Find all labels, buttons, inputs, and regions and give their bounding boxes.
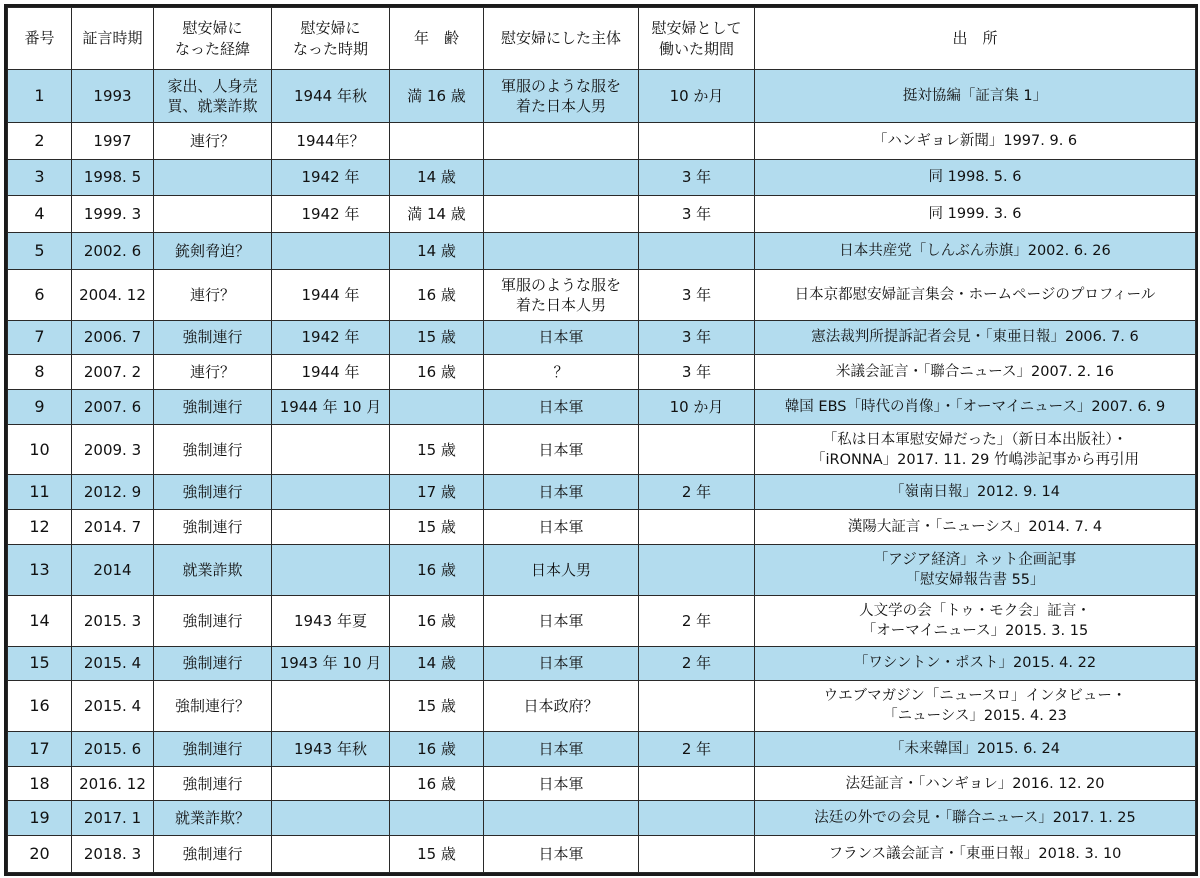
cell-row-number: 12 bbox=[8, 510, 72, 545]
cell-age: 14 歳 bbox=[390, 233, 484, 270]
cell-when-became bbox=[272, 475, 390, 510]
cell-source: 「ハンギョレ新聞」1997. 9. 6 bbox=[755, 122, 1196, 159]
cell-how-became: 銃剣脅迫？ bbox=[154, 233, 272, 270]
cell-age bbox=[390, 389, 484, 424]
table-row bbox=[8, 475, 1196, 510]
cell-source: 挺対協編「証言集 1」 bbox=[755, 70, 1196, 123]
cell-how-became: 就業詐欺 bbox=[154, 544, 272, 595]
cell-service-period bbox=[639, 233, 755, 270]
cell-service-period: 2 年 bbox=[639, 732, 755, 767]
cell-age bbox=[390, 122, 484, 159]
cell-who-responsible: 日本軍 bbox=[484, 646, 639, 681]
cell-testimony-date: 2009. 3 bbox=[72, 424, 154, 475]
cell-age: 15 歳 bbox=[390, 681, 484, 732]
header-period: 慰安婦として 働いた期間 bbox=[639, 8, 755, 70]
cell-how-became: 強制連行 bbox=[154, 475, 272, 510]
testimony-table bbox=[7, 7, 1196, 873]
cell-testimony-date: 2015. 4 bbox=[72, 646, 154, 681]
cell-service-period: 3 年 bbox=[639, 355, 755, 390]
cell-row-number: 7 bbox=[8, 320, 72, 355]
cell-who-responsible: 軍服のような服を 着た日本人男 bbox=[484, 70, 639, 123]
cell-who-responsible bbox=[484, 159, 639, 196]
header-number: 番号 bbox=[8, 8, 72, 70]
cell-who-responsible: 日本軍 bbox=[484, 510, 639, 545]
cell-testimony-date: 2006. 7 bbox=[72, 320, 154, 355]
cell-row-number: 17 bbox=[8, 732, 72, 767]
cell-row-number: 4 bbox=[8, 196, 72, 233]
testimony-table-frame bbox=[4, 4, 1198, 876]
table-row bbox=[8, 70, 1196, 123]
cell-service-period: 3 年 bbox=[639, 269, 755, 320]
cell-how-became: 家出、人身売 買、就業詐欺 bbox=[154, 70, 272, 123]
table-row bbox=[8, 122, 1196, 159]
cell-age: 満 16 歳 bbox=[390, 70, 484, 123]
cell-when-became: 1943 年秋 bbox=[272, 732, 390, 767]
table-row bbox=[8, 732, 1196, 767]
cell-age: 16 歳 bbox=[390, 269, 484, 320]
cell-how-became: 連行？ bbox=[154, 122, 272, 159]
cell-row-number: 16 bbox=[8, 681, 72, 732]
cell-testimony-date: 2014 bbox=[72, 544, 154, 595]
cell-source: 法廷の外での会見・「聯合ニュース」2017. 1. 25 bbox=[755, 801, 1196, 836]
cell-source: フランス議会証言・「東亜日報」2018. 3. 10 bbox=[755, 836, 1196, 873]
cell-how-became: 強制連行 bbox=[154, 732, 272, 767]
cell-how-became bbox=[154, 159, 272, 196]
cell-age: 15 歳 bbox=[390, 836, 484, 873]
cell-row-number: 2 bbox=[8, 122, 72, 159]
cell-row-number: 6 bbox=[8, 269, 72, 320]
cell-who-responsible: 日本軍 bbox=[484, 732, 639, 767]
cell-source: 法廷証言・「ハンギョレ」2016. 12. 20 bbox=[755, 766, 1196, 801]
cell-service-period bbox=[639, 122, 755, 159]
cell-age: 満 14 歳 bbox=[390, 196, 484, 233]
cell-when-became bbox=[272, 801, 390, 836]
cell-testimony-date: 2012. 9 bbox=[72, 475, 154, 510]
cell-row-number: 13 bbox=[8, 544, 72, 595]
cell-who-responsible: 日本人男 bbox=[484, 544, 639, 595]
cell-service-period: 2 年 bbox=[639, 646, 755, 681]
table-row bbox=[8, 233, 1196, 270]
cell-service-period: 10 か月 bbox=[639, 70, 755, 123]
cell-how-became: 連行？ bbox=[154, 355, 272, 390]
cell-when-became bbox=[272, 233, 390, 270]
cell-how-became: 就業詐欺？ bbox=[154, 801, 272, 836]
cell-how-became: 強制連行 bbox=[154, 595, 272, 646]
table-row bbox=[8, 389, 1196, 424]
cell-when-became: 1944 年 bbox=[272, 269, 390, 320]
cell-row-number: 5 bbox=[8, 233, 72, 270]
cell-how-became: 強制連行 bbox=[154, 766, 272, 801]
cell-testimony-date: 2002. 6 bbox=[72, 233, 154, 270]
cell-who-responsible bbox=[484, 122, 639, 159]
cell-when-became: 1944 年 bbox=[272, 355, 390, 390]
cell-row-number: 10 bbox=[8, 424, 72, 475]
cell-who-responsible: 軍服のような服を 着た日本人男 bbox=[484, 269, 639, 320]
cell-row-number: 3 bbox=[8, 159, 72, 196]
cell-who-responsible bbox=[484, 801, 639, 836]
header-testimony-date: 証言時期 bbox=[72, 8, 154, 70]
cell-source: 「未来韓国」2015. 6. 24 bbox=[755, 732, 1196, 767]
cell-when-became: 1944 年 10 月 bbox=[272, 389, 390, 424]
cell-who-responsible bbox=[484, 233, 639, 270]
cell-age: 16 歳 bbox=[390, 732, 484, 767]
cell-when-became: 1944 年秋 bbox=[272, 70, 390, 123]
cell-source: 「ワシントン・ポスト」2015. 4. 22 bbox=[755, 646, 1196, 681]
table-row bbox=[8, 801, 1196, 836]
cell-age: 16 歳 bbox=[390, 766, 484, 801]
cell-service-period bbox=[639, 766, 755, 801]
cell-who-responsible: 日本軍 bbox=[484, 766, 639, 801]
cell-service-period: 3 年 bbox=[639, 196, 755, 233]
cell-age: 15 歳 bbox=[390, 424, 484, 475]
table-body bbox=[8, 70, 1196, 873]
cell-age: 14 歳 bbox=[390, 159, 484, 196]
cell-how-became: 強制連行 bbox=[154, 320, 272, 355]
cell-age: 16 歳 bbox=[390, 544, 484, 595]
cell-service-period: 3 年 bbox=[639, 159, 755, 196]
cell-when-became: 1943 年夏 bbox=[272, 595, 390, 646]
cell-who-responsible: 日本政府？ bbox=[484, 681, 639, 732]
cell-when-became bbox=[272, 510, 390, 545]
cell-testimony-date: 2004. 12 bbox=[72, 269, 154, 320]
table-row bbox=[8, 355, 1196, 390]
cell-source: 「アジア経済」ネット企画記事 「慰安婦報告書 55」 bbox=[755, 544, 1196, 595]
cell-source: 同 1998. 5. 6 bbox=[755, 159, 1196, 196]
cell-service-period bbox=[639, 801, 755, 836]
cell-testimony-date: 2017. 1 bbox=[72, 801, 154, 836]
cell-age: 17 歳 bbox=[390, 475, 484, 510]
table-row bbox=[8, 510, 1196, 545]
cell-service-period bbox=[639, 424, 755, 475]
cell-testimony-date: 2015. 3 bbox=[72, 595, 154, 646]
cell-who-responsible: 日本軍 bbox=[484, 389, 639, 424]
cell-testimony-date: 2018. 3 bbox=[72, 836, 154, 873]
cell-row-number: 11 bbox=[8, 475, 72, 510]
cell-service-period: 2 年 bbox=[639, 595, 755, 646]
cell-who-responsible: 日本軍 bbox=[484, 475, 639, 510]
cell-row-number: 18 bbox=[8, 766, 72, 801]
cell-how-became: 強制連行？ bbox=[154, 681, 272, 732]
cell-service-period bbox=[639, 836, 755, 873]
cell-row-number: 14 bbox=[8, 595, 72, 646]
table-row bbox=[8, 196, 1196, 233]
cell-row-number: 8 bbox=[8, 355, 72, 390]
cell-testimony-date: 1993 bbox=[72, 70, 154, 123]
cell-row-number: 9 bbox=[8, 389, 72, 424]
cell-row-number: 20 bbox=[8, 836, 72, 873]
header-when: 慰安婦に なった時期 bbox=[272, 8, 390, 70]
cell-when-became bbox=[272, 544, 390, 595]
cell-how-became: 強制連行 bbox=[154, 389, 272, 424]
cell-when-became: 1942 年 bbox=[272, 159, 390, 196]
cell-source: 「私は日本軍慰安婦だった」（新日本出版社）・ 「iRONNA」2017. 11. 29 竹嶋渉記事から再引用 bbox=[755, 424, 1196, 475]
cell-when-became: 1942 年 bbox=[272, 196, 390, 233]
header-how: 慰安婦に なった経緯 bbox=[154, 8, 272, 70]
cell-testimony-date: 2015. 6 bbox=[72, 732, 154, 767]
cell-who-responsible: 日本軍 bbox=[484, 320, 639, 355]
cell-source: 日本共産党「しんぶん赤旗」2002. 6. 26 bbox=[755, 233, 1196, 270]
cell-source: 韓国 EBS「時代の肖像」・「オーマイニュース」2007. 6. 9 bbox=[755, 389, 1196, 424]
cell-row-number: 1 bbox=[8, 70, 72, 123]
cell-testimony-date: 2016. 12 bbox=[72, 766, 154, 801]
cell-source: 憲法裁判所提訴記者会見・「東亜日報」2006. 7. 6 bbox=[755, 320, 1196, 355]
cell-testimony-date: 1997 bbox=[72, 122, 154, 159]
cell-how-became: 強制連行 bbox=[154, 510, 272, 545]
cell-age: 14 歳 bbox=[390, 646, 484, 681]
table-row bbox=[8, 595, 1196, 646]
cell-when-became bbox=[272, 836, 390, 873]
cell-source: 人文学の会「トゥ・モク会」証言・ 「オーマイニュース」2015. 3. 15 bbox=[755, 595, 1196, 646]
cell-testimony-date: 1998. 5 bbox=[72, 159, 154, 196]
cell-source: 漢陽大証言・「ニューシス」2014. 7. 4 bbox=[755, 510, 1196, 545]
cell-how-became: 強制連行 bbox=[154, 836, 272, 873]
cell-how-became bbox=[154, 196, 272, 233]
cell-who-responsible: 日本軍 bbox=[484, 836, 639, 873]
cell-row-number: 19 bbox=[8, 801, 72, 836]
table-row bbox=[8, 646, 1196, 681]
table-row bbox=[8, 159, 1196, 196]
cell-when-became bbox=[272, 424, 390, 475]
cell-when-became bbox=[272, 681, 390, 732]
cell-testimony-date: 2007. 2 bbox=[72, 355, 154, 390]
cell-source: 米議会証言・「聯合ニュース」2007. 2. 16 bbox=[755, 355, 1196, 390]
cell-how-became: 強制連行 bbox=[154, 646, 272, 681]
header-age: 年 齢 bbox=[390, 8, 484, 70]
cell-who-responsible: 日本軍 bbox=[484, 424, 639, 475]
cell-when-became bbox=[272, 766, 390, 801]
cell-age bbox=[390, 801, 484, 836]
cell-source: ウエブマガジン「ニュースロ」インタビュー・ 「ニューシス」2015. 4. 23 bbox=[755, 681, 1196, 732]
cell-row-number: 15 bbox=[8, 646, 72, 681]
cell-service-period bbox=[639, 544, 755, 595]
header-row bbox=[8, 8, 1196, 70]
cell-age: 15 歳 bbox=[390, 320, 484, 355]
header-source: 出 所 bbox=[755, 8, 1196, 70]
cell-source: 「嶺南日報」2012. 9. 14 bbox=[755, 475, 1196, 510]
table-row bbox=[8, 766, 1196, 801]
cell-service-period: 2 年 bbox=[639, 475, 755, 510]
cell-who-responsible bbox=[484, 196, 639, 233]
cell-when-became: 1943 年 10 月 bbox=[272, 646, 390, 681]
table-row bbox=[8, 544, 1196, 595]
cell-when-became: 1944年？ bbox=[272, 122, 390, 159]
table-row bbox=[8, 320, 1196, 355]
table-row bbox=[8, 836, 1196, 873]
cell-service-period bbox=[639, 510, 755, 545]
cell-how-became: 連行？ bbox=[154, 269, 272, 320]
cell-when-became: 1942 年 bbox=[272, 320, 390, 355]
cell-how-became: 強制連行 bbox=[154, 424, 272, 475]
cell-who-responsible: ？ bbox=[484, 355, 639, 390]
cell-testimony-date: 2007. 6 bbox=[72, 389, 154, 424]
cell-source: 日本京都慰安婦証言集会・ホームページのプロフィール bbox=[755, 269, 1196, 320]
cell-service-period bbox=[639, 681, 755, 732]
table-row bbox=[8, 681, 1196, 732]
cell-testimony-date: 2015. 4 bbox=[72, 681, 154, 732]
cell-who-responsible: 日本軍 bbox=[484, 595, 639, 646]
cell-source: 同 1999. 3. 6 bbox=[755, 196, 1196, 233]
cell-service-period: 10 か月 bbox=[639, 389, 755, 424]
cell-service-period: 3 年 bbox=[639, 320, 755, 355]
cell-testimony-date: 1999. 3 bbox=[72, 196, 154, 233]
header-who: 慰安婦にした主体 bbox=[484, 8, 639, 70]
cell-age: 16 歳 bbox=[390, 595, 484, 646]
cell-testimony-date: 2014. 7 bbox=[72, 510, 154, 545]
cell-age: 16 歳 bbox=[390, 355, 484, 390]
table-row bbox=[8, 424, 1196, 475]
table-row bbox=[8, 269, 1196, 320]
cell-age: 15 歳 bbox=[390, 510, 484, 545]
